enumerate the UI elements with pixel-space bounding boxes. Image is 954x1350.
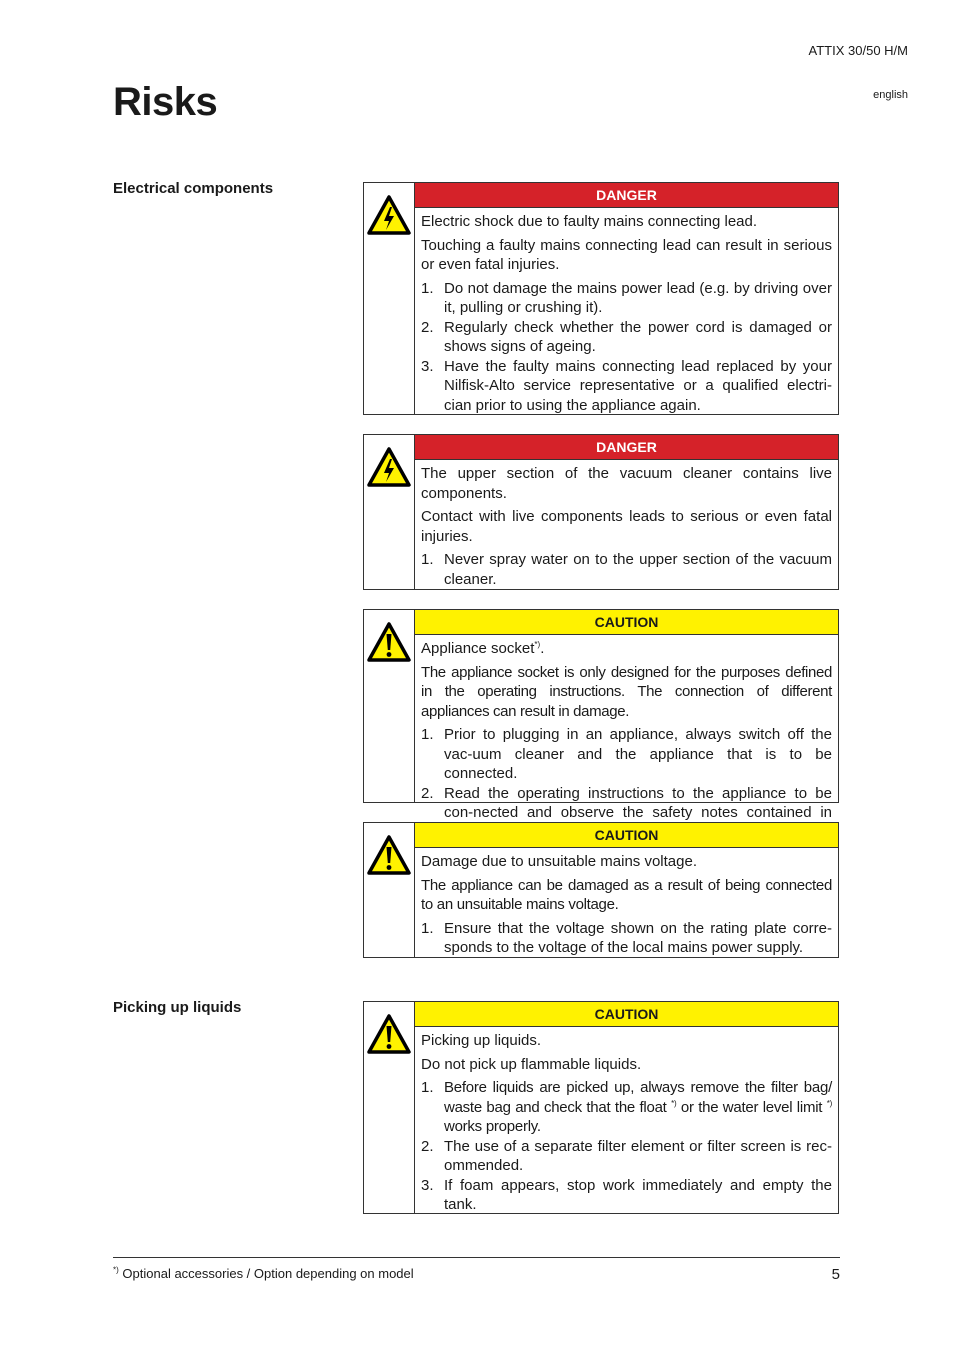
hazard-statement: The upper section of the vacuum cleaner contains live components. bbox=[421, 465, 832, 502]
caution-label: CAUTION bbox=[415, 1002, 838, 1027]
exclamation-warning-icon bbox=[367, 835, 411, 875]
caution-label: CAUTION bbox=[415, 823, 838, 848]
icon-column bbox=[364, 1002, 415, 1213]
footer-divider bbox=[113, 1257, 840, 1258]
danger-box-live-components bbox=[363, 434, 839, 590]
page-title: Risks bbox=[113, 80, 218, 124]
list-item: 3. Have the faulty mains connecting lead replaced by your Nilfisk-Alto service representative or a qualified electri-cian prior to using the appliance again. bbox=[421, 357, 832, 414]
icon-column bbox=[364, 183, 415, 414]
list-item: 1. Do not damage the mains power lead (e.g. by driving over it, pulling or crushing it). bbox=[421, 279, 832, 316]
hazard-consequence: The appliance socket is only designed for the purposes defined in the operating instructions. The connection of different appliances can result in damage. bbox=[421, 663, 832, 720]
measures-list bbox=[421, 550, 832, 589]
section-heading-electrical: Electrical components bbox=[113, 180, 274, 197]
measures-list bbox=[421, 919, 832, 958]
measures-list bbox=[421, 1078, 832, 1215]
list-item: 1. Before liquids are picked up, always remove the filter bag/ waste bag and check that the float *) or the water level limit *) works properly. bbox=[421, 1079, 832, 1135]
footnote-marker: *) bbox=[671, 1098, 677, 1108]
danger-box-mains-lead bbox=[363, 182, 839, 415]
exclamation-warning-icon bbox=[367, 1014, 411, 1054]
caution-label: CAUTION bbox=[415, 610, 838, 635]
caution-box-mains-voltage bbox=[363, 822, 839, 958]
danger-label: DANGER bbox=[415, 435, 838, 460]
list-item: 2. The use of a separate filter element or filter screen is rec-ommended. bbox=[421, 1137, 832, 1174]
high-voltage-warning-icon bbox=[367, 447, 411, 487]
footnote-marker: *) bbox=[534, 640, 541, 649]
icon-column bbox=[364, 435, 415, 589]
footnote-marker: *) bbox=[113, 1265, 119, 1275]
list-item: 2. Regularly check whether the power cord is damaged or shows signs of ageing. bbox=[421, 318, 832, 355]
hazard-statement: Appliance socket*). bbox=[421, 640, 545, 657]
measures-list bbox=[421, 279, 832, 416]
language-label: english bbox=[873, 89, 908, 101]
hazard-consequence: Do not pick up flammable liquids. bbox=[421, 1055, 642, 1073]
icon-column bbox=[364, 610, 415, 802]
hazard-consequence: Touching a faulty mains connecting lead can result in serious or even fatal injuries. bbox=[421, 236, 832, 273]
icon-column bbox=[364, 823, 415, 957]
list-item: 1. Never spray water on to the upper section of the vacuum cleaner. bbox=[421, 551, 832, 588]
hazard-consequence: Contact with live components leads to serious or even fatal injuries. bbox=[421, 508, 832, 545]
page-number: 5 bbox=[831, 1266, 840, 1283]
hazard-statement: Picking up liquids. bbox=[421, 1032, 542, 1049]
list-item: 3. If foam appears, stop work immediately and empty the tank. bbox=[421, 1176, 832, 1213]
danger-label: DANGER bbox=[415, 183, 838, 208]
exclamation-warning-icon bbox=[367, 622, 411, 662]
footnote-marker: *) bbox=[826, 1098, 832, 1108]
hazard-statement: Electric shock due to faulty mains connecting lead. bbox=[421, 213, 758, 230]
hazard-consequence: The appliance can be damaged as a result of being connected to an unsuitable mains voltage. bbox=[421, 876, 832, 913]
high-voltage-warning-icon bbox=[367, 195, 411, 235]
section-heading-liquids: Picking up liquids bbox=[113, 999, 242, 1016]
list-item: 2. Read the operating instructions to the appliance to be con-nected and observe the safety notes contained in bbox=[421, 784, 832, 821]
list-item: 1. Prior to plugging in an appliance, always switch off the vac-uum cleaner and the appliance that is to be connected. bbox=[421, 726, 832, 782]
list-item: 1. Ensure that the voltage shown on the rating plate corre-sponds to the voltage of the local mains power supply. bbox=[421, 919, 832, 956]
footnote: *) Optional accessories / Option depending on model bbox=[113, 1265, 414, 1281]
hazard-statement: Damage due to unsuitable mains voltage. bbox=[421, 853, 698, 870]
model-name: ATTIX 30/50 H/M bbox=[808, 43, 908, 58]
caution-box-appliance-socket bbox=[363, 609, 839, 821]
caution-box-liquids bbox=[363, 1001, 839, 1214]
